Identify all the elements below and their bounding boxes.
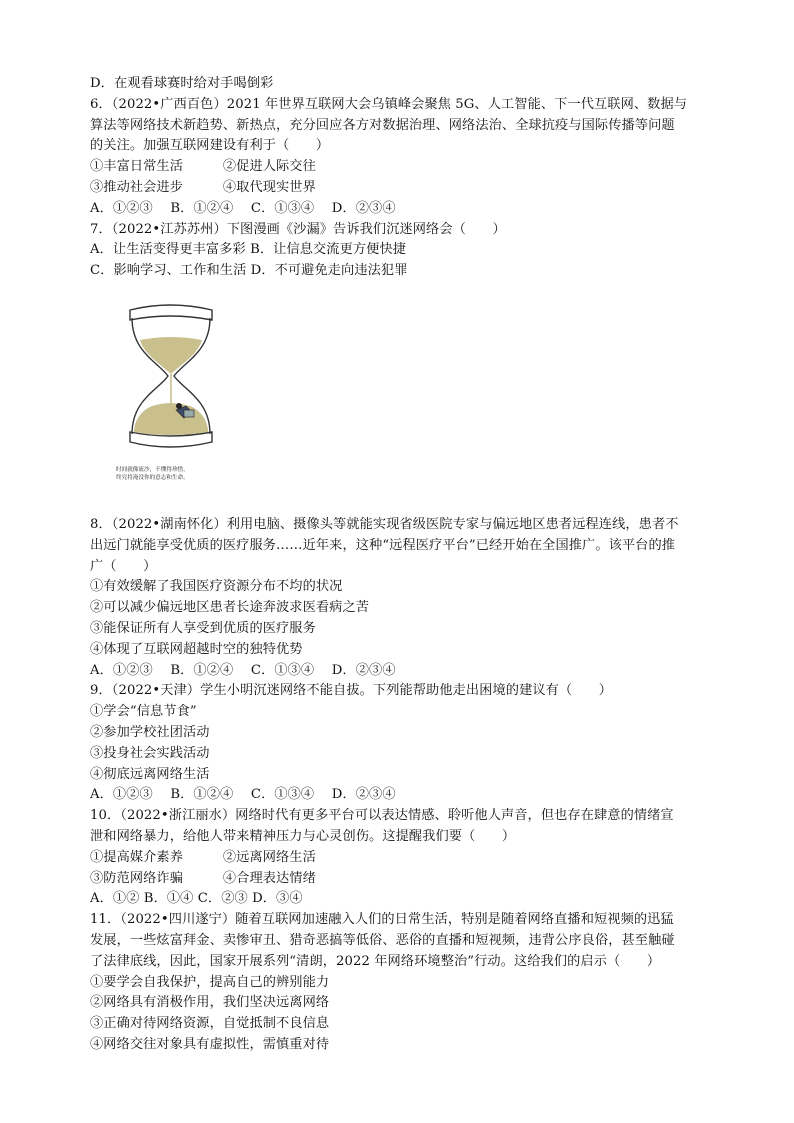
text-line: 广（ ） — [90, 558, 157, 574]
text-line: ④体现了互联网超越时空的独特优势 — [90, 641, 303, 657]
hourglass-cartoon — [90, 292, 255, 507]
text-line: 6．（2022•广西百色）2021 年世界互联网大会乌镇峰会聚焦 5G、人工智能、下一代互联网、数据与 — [90, 96, 688, 112]
text-line: ①丰富日常生活 ②促进人际交往 — [90, 159, 316, 175]
text-line: A．让生活变得更丰富多彩 B．让信息交流更方便快捷 — [90, 242, 407, 258]
caption-line-1: 时间就像流沙，不懂得珍惜， — [116, 466, 189, 473]
text-line: ①学会“信息节食” — [90, 704, 197, 720]
text-line: 11．（2022•四川遂宁）随着互联网加速融入人们的日常生活，特别是随着网络直播和短视频的迅猛 — [90, 912, 674, 928]
text-line: 9．（2022•天津）学生小明沉迷网络不能自拔。下列能帮助他走出困境的建议有（ ） — [90, 683, 613, 699]
text-line: 出远门就能享受优质的医疗服务……近年来，这种“远程医疗平台”已经开始在全国推广。该平台的推 — [90, 537, 676, 553]
caption-line-2: 终究将淹没你的意志和生命。 — [116, 474, 189, 481]
text-line: D．在观看球赛时给对手喝倒彩 — [90, 76, 274, 91]
text-line: ①有效缓解了我国医疗资源分布不均的状况 — [90, 579, 343, 595]
questions-block-bottom — [90, 515, 710, 1056]
text-line: 10．（2022•浙江丽水）网络时代有更多平台可以表达情感、聆听他人声音，但也存在肆意的情绪宣 — [90, 808, 674, 824]
text-line: A．①②③ B．①②④ C．①③④ D．②③④ — [90, 662, 396, 678]
text-line: ③防范网络诈骗 ④合理表达情绪 — [90, 870, 316, 886]
text-line: 算法等网络技术新趋势、新热点，充分回应各方对数据治理、网络法治、全球抗疫与国际传播等问题 — [90, 117, 675, 133]
text-line: ③能保证所有人享受到优质的医疗服务 — [90, 620, 316, 636]
cartoon-caption — [116, 466, 246, 482]
text-line: 泄和网络暴力，给他人带来精神压力与心灵创伤。这提醒我们要（ ） — [90, 828, 516, 844]
text-line: 7．（2022•江苏苏州）下图漫画《沙漏》告诉我们沉迷网络会（ ） — [90, 221, 506, 237]
text-line: ②网络具有消极作用，我们坚决远离网络 — [90, 995, 330, 1011]
text-line: 的关注。加强互联网建设有利于（ ） — [90, 138, 330, 154]
text-line: ①要学会自我保护，提高自己的辨别能力 — [90, 974, 330, 990]
text-line: ①提高媒介素养 ②远离网络生活 — [90, 849, 316, 865]
text-line: A．①②③ B．①②④ C．①③④ D．②③④ — [90, 787, 396, 803]
text-line: 发展，一些炫富拜金、卖惨审丑、猎奇恶搞等低俗、恶俗的直播和短视频，违背公序良俗，甚至触碰 — [90, 932, 675, 948]
text-line: ④彻底远离网络生活 — [90, 766, 210, 782]
hourglass-icon — [90, 292, 255, 462]
text-line: ③推动社会进步 ④取代现实世界 — [90, 179, 316, 195]
text-line: ④网络交往对象具有虚拟性，需慎重对待 — [90, 1036, 330, 1052]
text-line: A．①②③ B．①②④ C．①③④ D．②③④ — [90, 200, 396, 216]
text-line: 8．（2022•湖南怀化）利用电脑、摄像头等就能实现省级医院专家与偏远地区患者远程连线，患者不 — [90, 516, 679, 532]
text-line: ②可以减少偏远地区患者长途奔波求医看病之苦 — [90, 600, 370, 616]
text-line: ②参加学校社团活动 — [90, 724, 210, 740]
document-page — [90, 74, 710, 1056]
text-line: ③正确对待网络资源，自觉抵制不良信息 — [90, 1016, 330, 1032]
text-line: A．①② B．①④ C．②③ D．③④ — [90, 891, 303, 907]
text-line: ③投身社会实践活动 — [90, 745, 210, 761]
questions-block-top — [90, 74, 710, 282]
text-line: C．影响学习、工作和生活 D．不可避免走向违法犯罪 — [90, 263, 408, 279]
text-line: 了法律底线，因此，国家开展系列“清朗，2022 年网络环境整治”行动。这给我们的启示（ ） — [90, 953, 661, 969]
